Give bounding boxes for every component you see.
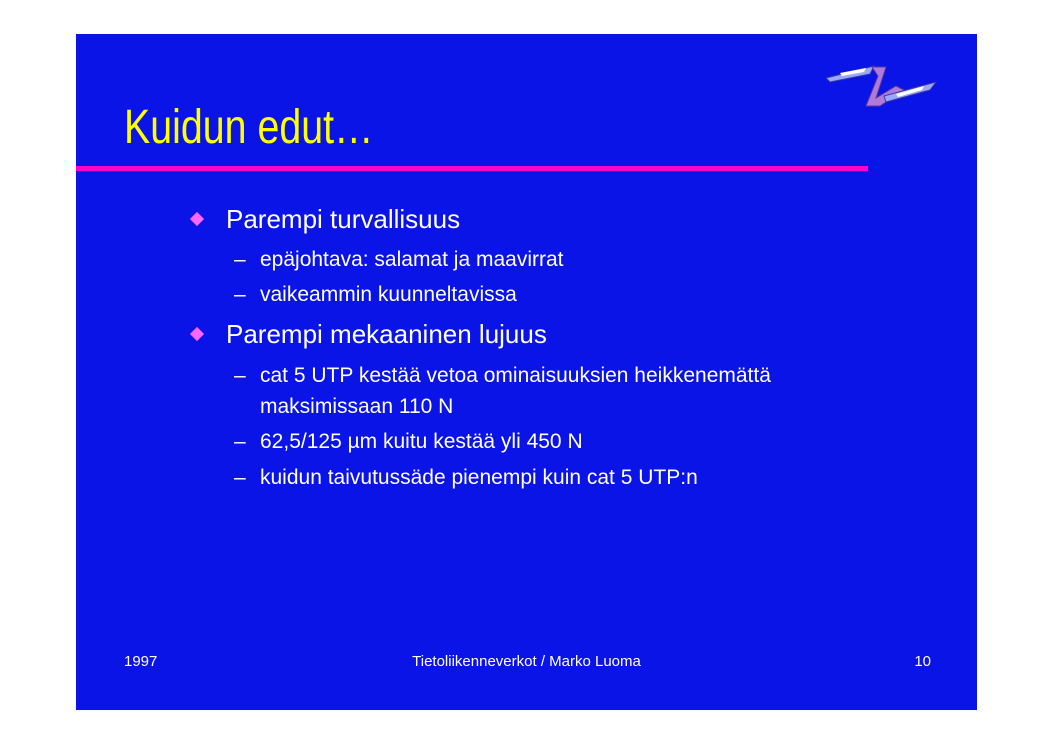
lightning-z-logo-icon [826, 64, 938, 108]
dash-marker: – [234, 466, 246, 489]
sub-text: vaikeammin kuunneltavissa [260, 283, 517, 306]
slide-title: Kuidun edut… [124, 101, 374, 154]
dash-marker: – [234, 248, 246, 271]
diamond-bullet-icon [190, 212, 204, 226]
diamond-bullet-icon [190, 327, 204, 341]
sub-item-continuation [234, 391, 453, 423]
sub-text: cat 5 UTP kestää vetoa ominaisuuksien heikkenemättä [260, 364, 771, 387]
dash-marker: – [234, 283, 246, 306]
sub-text: maksimissaan 110 N [260, 395, 454, 418]
bullet-text: Parempi turvallisuus [226, 204, 461, 234]
dash-marker: – [234, 430, 246, 453]
sub-item [234, 244, 564, 276]
footer-page-number: 10 [914, 653, 931, 670]
dash-marker: – [234, 364, 246, 387]
sub-item [234, 462, 698, 494]
slide [76, 34, 977, 710]
sub-item [234, 360, 771, 392]
sub-text: kuidun taivutussäde pienempi kuin cat 5 UTP:n [260, 466, 698, 489]
sub-text: epäjohtava: salamat ja maavirrat [260, 248, 564, 271]
bullet-item [188, 203, 460, 235]
title-underline [76, 166, 868, 171]
footer-center: Tietoliikenneverkot / Marko Luoma [412, 653, 641, 670]
sub-item [234, 426, 583, 458]
bullet-text: Parempi mekaaninen lujuus [226, 319, 547, 349]
bullet-item [188, 318, 547, 350]
sub-item [234, 279, 517, 311]
sub-text: 62,5/125 µm kuitu kestää yli 450 N [260, 430, 583, 453]
footer-year: 1997 [124, 653, 158, 670]
